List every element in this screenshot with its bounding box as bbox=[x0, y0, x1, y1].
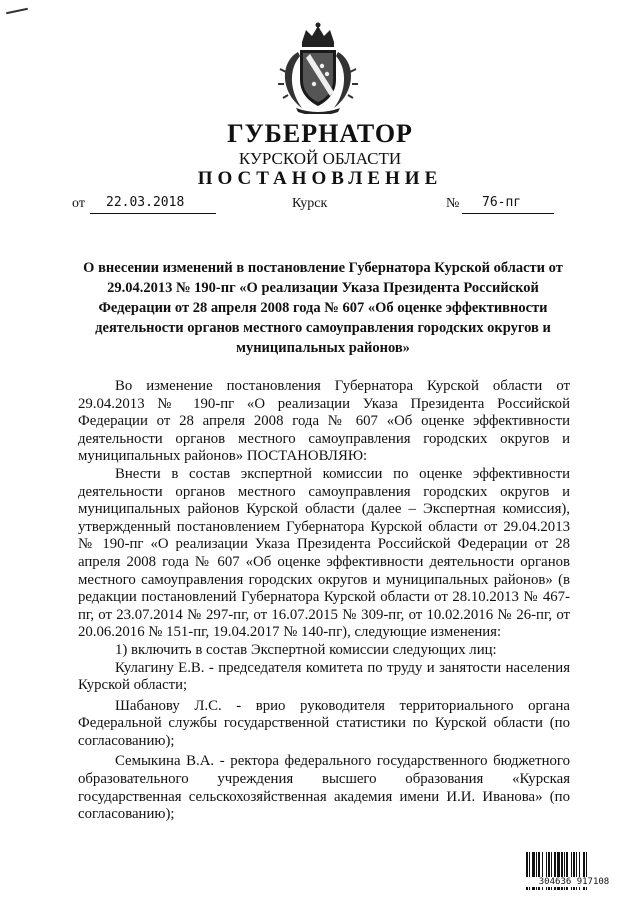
document-number: 76-пг bbox=[482, 195, 522, 210]
date-prefix: от bbox=[72, 196, 85, 211]
pen-mark bbox=[6, 8, 28, 15]
document-city: Курск bbox=[292, 196, 328, 211]
governor-heading: ГУБЕРНАТОР bbox=[227, 119, 413, 148]
document-title: О внесении изменений в постановление Губернатора Курской области от 29.04.2013 № 190-пг «О реализации Указа Президента Российской Федерации от 28 апреля 2008 года № 607 «Об оценке эффективности деятельности органов местного самоуправления городских округов и муниципальных районов» bbox=[83, 260, 563, 356]
body-item-1: 1) включить в состав Экспертной комиссии следующих лиц: bbox=[115, 641, 497, 658]
body-paragraph-preamble: Во изменение постановления Губернатора Курской области от 29.04.2013 № 190-пг «О реализации Указа Президента Российской Федерации от 28 апреля 2008 года № 607 «Об оценке эффективности деятельности органов местного самоуправления городских округов и муниципальных районов» ПОСТАНОВЛЯЮ: bbox=[78, 378, 570, 465]
member-semykin: Семыкина В.А. - ректора федерального государственного бюджетного образовательного учреждения высшего образования «Курская государственная сельскохозяйственная академия имени И.И. Иванова» (по согласованию); bbox=[78, 753, 570, 823]
document-body bbox=[78, 378, 570, 824]
member-shabanova: Шабанову Л.С. - врио руководителя территориального органа Федеральной службы государственной статистики по Курской области (по согласованию); bbox=[78, 697, 570, 749]
region-heading: КУРСКОЙ ОБЛАСТИ bbox=[238, 149, 402, 168]
document-date: 22.03.2018 bbox=[106, 195, 185, 210]
member-kulagina: Кулагину Е.В. - председателя комитета по труду и занятости населения Курской области; bbox=[78, 659, 570, 694]
barcode-number: 304636 917108 bbox=[524, 877, 624, 887]
body-paragraph-amendment: Внести в состав экспертной комиссии по оценке эффективности деятельности органов местного самоуправления городских округов и муниципальных районов Курской области (далее – Экспертная комиссия), утвержденный постановлением Губернатора Курской области от 29.04.2013 № 190-пг «О реализации Указа Президента Российской Федерации от 28 апреля 2008 года № 607 «Об оценке эффективности деятельности органов местного самоуправления городских округов и муниципальных районов» (в редакции постановлений Губернатора Курской области от 28.10.2013 № 467-пг, от 23.07.2014 № 297-пг, от 16.07.2015 № 309-пг, от 10.02.2016 № 26-пг, от 20.06.2016 № 151-пг, 19.04.2017 № 140-пг), следующие изменения: bbox=[78, 465, 570, 641]
coat-of-arms-icon bbox=[276, 22, 360, 114]
number-prefix: № bbox=[446, 196, 460, 211]
number-underline bbox=[462, 213, 554, 214]
document-type-heading: ПОСТАНОВЛЕНИЕ bbox=[197, 168, 443, 189]
date-underline bbox=[90, 213, 216, 214]
